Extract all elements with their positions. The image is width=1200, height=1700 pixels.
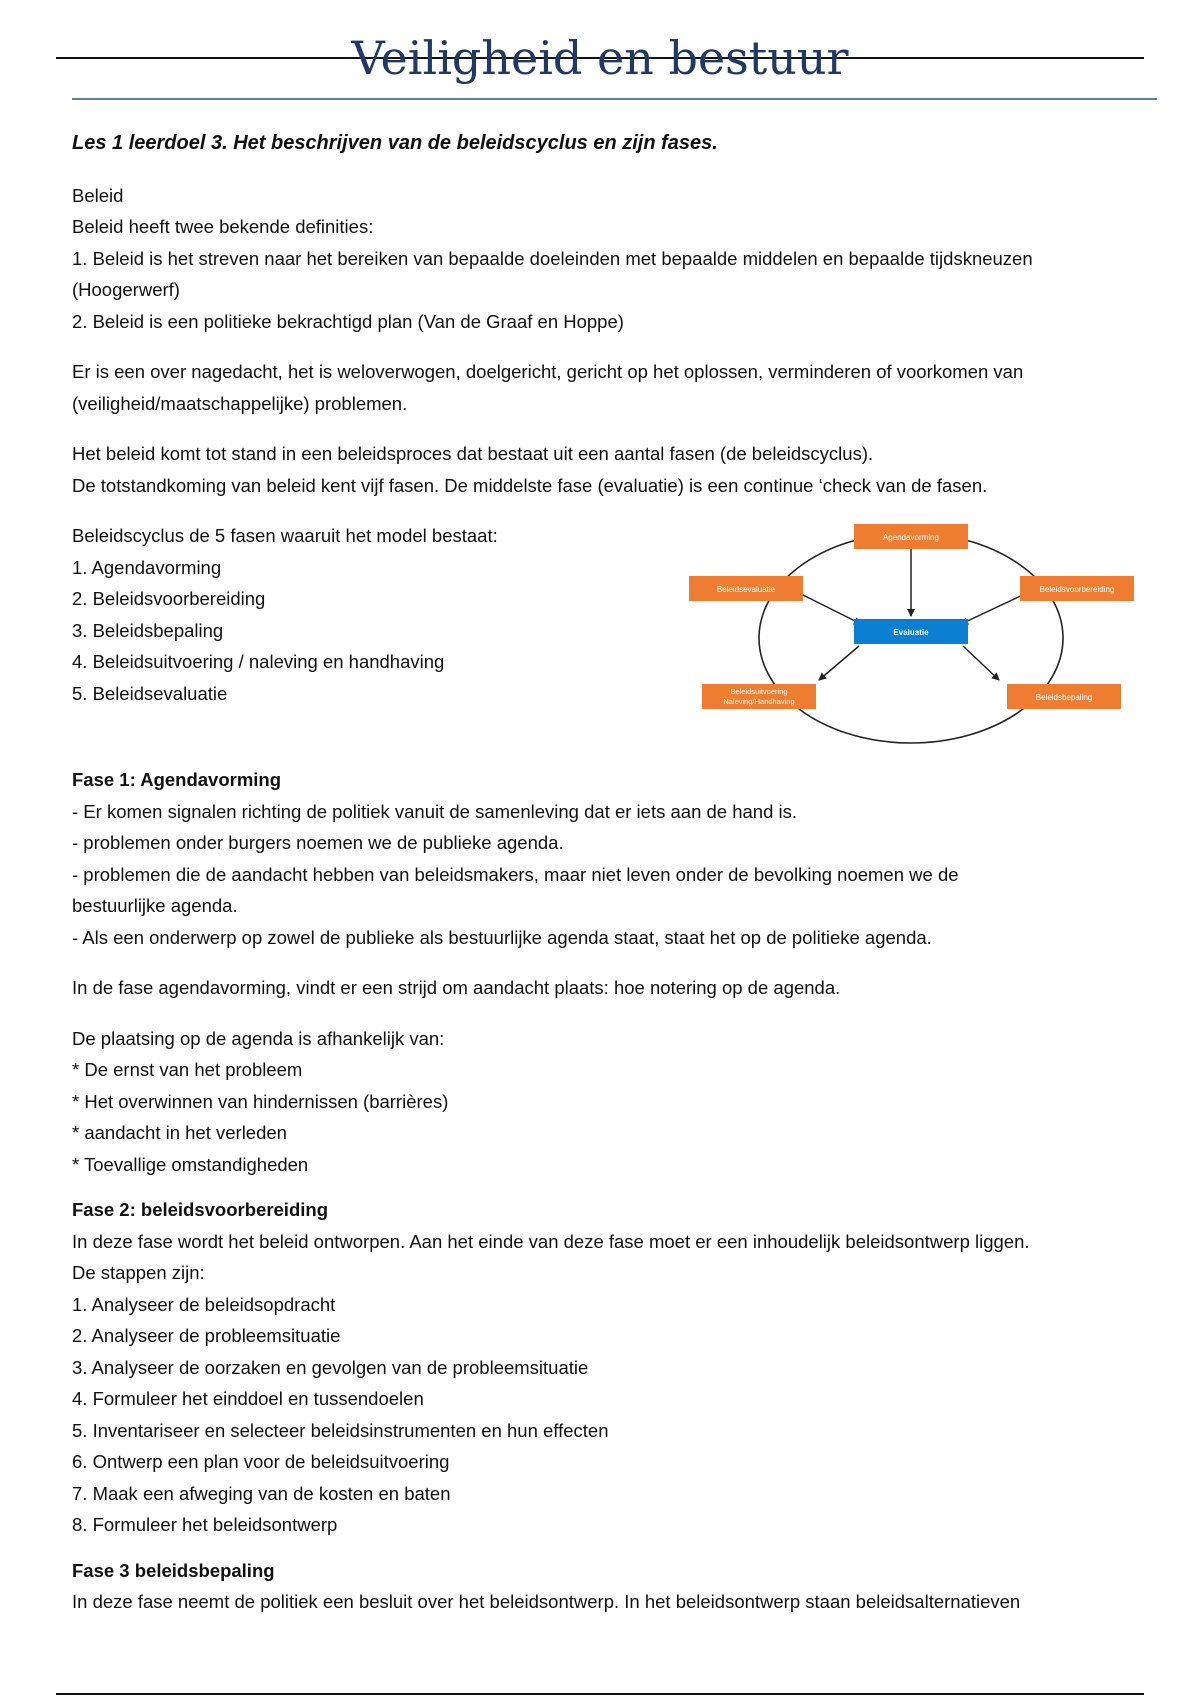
title-underline	[72, 98, 1157, 100]
label-beleidsevaluatie: Beleidsevaluatie	[716, 585, 776, 594]
fase1-block	[72, 764, 1152, 1180]
fase1-dep-intro: De plaatsing op de agenda is afhankelijk van:	[72, 1027, 445, 1049]
arrow-center-bottomright	[963, 646, 999, 680]
policy-cycle-diagram	[689, 508, 1134, 748]
document-body	[72, 128, 1152, 1618]
header	[56, 28, 1144, 88]
fase3-line: In deze fase neemt de politiek een besluit over het beleidsontwerp. In het beleidsontwerp staan beleidsalternatieven	[72, 1591, 1021, 1612]
arrow-center-bottomleft	[819, 646, 859, 680]
cycle-item: 5. Beleidsevaluatie	[72, 682, 228, 704]
fase2-step: 8. Formuleer het beleidsontwerp	[72, 1514, 338, 1535]
page-title: Veiligheid en bestuur	[351, 31, 849, 85]
intro-line: Beleid heeft twee bekende definities:	[72, 216, 374, 237]
intro-line: 1. Beleid is het streven naar het bereiken van bepaalde doeleinden met bepaalde middelen en bepaalde tijdskneuzen	[72, 247, 1033, 269]
arrow-right-center	[961, 593, 1027, 624]
paragraph-2	[72, 438, 1152, 501]
cycle-item: 1. Agendavorming	[72, 556, 222, 578]
intro-line: (Hoogerwerf)	[72, 279, 180, 300]
policy-cycle-svg	[689, 508, 1134, 748]
paragraph-line: (veiligheid/maatschappelijke) problemen.	[72, 392, 408, 414]
paragraph-line: Er is een over nagedacht, het is weloverwogen, doelgericht, gericht op het oplossen, verminderen of voorkomen van	[72, 361, 1024, 382]
cycle-item: 3. Beleidsbepaling	[72, 619, 224, 641]
cycle-list	[72, 520, 672, 709]
section-title: Les 1 leerdoel 3. Het beschrijven van de beleidscyclus en zijn fases.	[72, 132, 718, 154]
fase2-step: 1. Analyseer de beleidsopdracht	[72, 1293, 336, 1315]
fase2-step: 5. Inventariseer en selecteer beleidsinstrumenten en hun effecten	[72, 1419, 609, 1441]
fase1-dep-item: * Toevallige omstandigheden	[72, 1153, 309, 1175]
intro-line: Beleid	[72, 184, 124, 206]
fase1-line: bestuurlijke agenda.	[72, 895, 238, 916]
fase2-step: 3. Analyseer de oorzaken en gevolgen van de probleemsituatie	[72, 1356, 589, 1378]
cycle-item: 4. Beleidsuitvoering / naleving en handhaving	[72, 651, 445, 672]
fase3-block	[72, 1555, 1152, 1618]
fase1-dep-item: * De ernst van het probleem	[72, 1059, 303, 1080]
paragraph-line: De totstandkoming van beleid kent vijf fasen. De middelste fase (evaluatie) is een continue ‘check van de fasen.	[72, 474, 988, 496]
cycle-item: 2. Beleidsvoorbereiding	[72, 588, 266, 609]
cycle-intro: Beleidscyclus de 5 fasen waaruit het model bestaat:	[72, 525, 498, 546]
fase2-step: 7. Maak een afweging van de kosten en baten	[72, 1482, 451, 1504]
fase1-line: - problemen onder burgers noemen we de publieke agenda.	[72, 832, 564, 853]
label-beleidsuitvoering: Beleidsuitvoering	[730, 687, 788, 696]
fase1-line: - Als een onderwerp op zowel de publieke als bestuurlijke agenda staat, staat het op de politieke agenda.	[72, 926, 932, 948]
label-agendavorming: Agendavorming	[882, 533, 940, 542]
page-bottom-line	[56, 1693, 1144, 1695]
fase2-heading: Fase 2: beleidsvoorbereiding	[72, 1199, 328, 1220]
fase1-line: - problemen die de aandacht hebben van beleidsmakers, maar niet leven onder de bevolking noemen we de	[72, 863, 959, 885]
fase1-dep-item: * aandacht in het verleden	[72, 1122, 287, 1143]
label-evaluatie: Evaluatie	[893, 628, 929, 637]
paragraph-1	[72, 356, 1152, 419]
fase3-heading: Fase 3 beleidsbepaling	[72, 1559, 275, 1581]
fase2-line: De stappen zijn:	[72, 1262, 205, 1283]
fase2-line: In deze fase wordt het beleid ontworpen. Aan het einde van deze fase moet er een inhoudelijk beleidsontwerp liggen.	[72, 1230, 1030, 1252]
fase2-step: 4. Formuleer het einddoel en tussendoelen	[72, 1388, 424, 1409]
cycle-section	[72, 520, 1152, 750]
paragraph-line: Het beleid komt tot stand in een beleidsproces dat bestaat uit een aantal fasen (de beleidscyclus).	[72, 443, 874, 464]
fase1-line: - Er komen signalen richting de politiek vanuit de samenleving dat er iets aan de hand is.	[72, 800, 798, 822]
intro-block	[72, 180, 1152, 338]
label-beleidsbepaling: Beleidsbepaling	[1035, 693, 1093, 702]
label-beleidsvoorbereiding: Beleidsvoorbereiding	[1039, 585, 1115, 594]
label-naleving-handhaving: Naleving/Handhaving	[723, 697, 795, 706]
intro-line: 2. Beleid is een politieke bekrachtigd plan (Van de Graaf en Hoppe)	[72, 310, 624, 332]
fase2-block	[72, 1194, 1152, 1541]
fase2-step: 2. Analyseer de probleemsituatie	[72, 1325, 341, 1346]
fase1-heading: Fase 1: Agendavorming	[72, 769, 282, 790]
fase2-step: 6. Ontwerp een plan voor de beleidsuitvoering	[72, 1451, 450, 1472]
fase1-paragraph: In de fase agendavorming, vindt er een strijd om aandacht plaats: hoe notering op de agenda.	[72, 977, 841, 998]
fase1-dep-item: * Het overwinnen van hindernissen (barrières)	[72, 1090, 449, 1112]
arrow-left-center	[799, 593, 861, 624]
